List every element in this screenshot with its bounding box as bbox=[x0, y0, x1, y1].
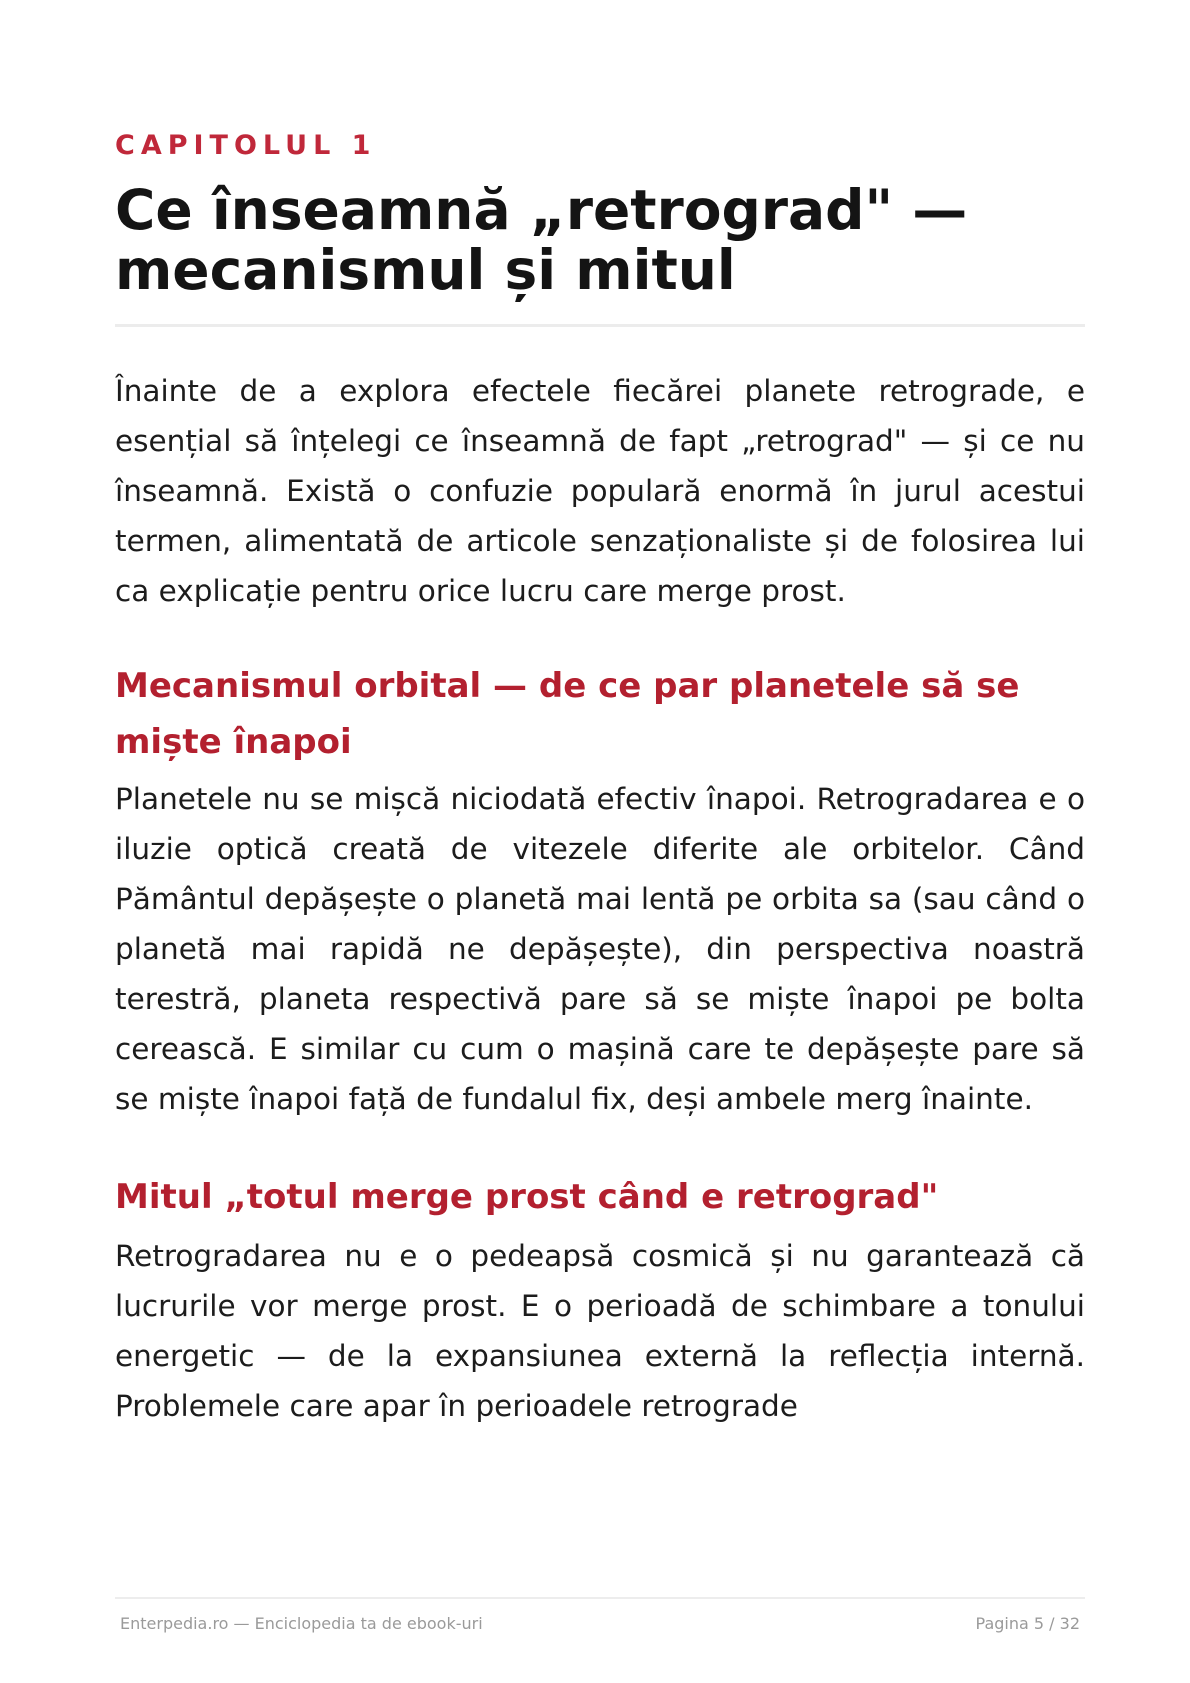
section-heading-orbital-mechanism: Mecanismul orbital — de ce par planetele să se miște înapoi bbox=[115, 666, 1020, 762]
title-divider bbox=[115, 324, 1085, 327]
section-paragraph-myth: Retrogradarea nu e o pedeapsă cosmică și nu garantează că lucrurile vor merge prost. E o perioadă de schimbare a tonului energetic — de la expansiunea externă la reflecția internă. Problemele care apar în perioadele retrograde bbox=[115, 1239, 1085, 1423]
section-heading-myth: Mitul „totul merge prost când e retrograd" bbox=[115, 1177, 939, 1217]
footer-page-number: Pagina 5 / 32 bbox=[975, 1614, 1080, 1633]
document-page bbox=[115, 0, 1085, 1683]
chapter-content bbox=[115, 366, 1085, 1431]
chapter-label: CAPITOLUL 1 bbox=[115, 130, 377, 161]
footer-site-name: Enterpedia.ro — Enciclopedia ta de ebook-uri bbox=[120, 1614, 483, 1633]
chapter-title: Ce înseamnă „retrograd" — mecanismul și mitul bbox=[115, 178, 968, 302]
footer-divider bbox=[115, 1597, 1085, 1599]
section-paragraph-orbital-mechanism: Planetele nu se mișcă niciodată efectiv înapoi. Retrogradarea e o iluzie optică creată de vitezele diferite ale orbitelor. Când Pământul depășește o planetă mai lentă pe orbita sa (sau când o planetă mai rapidă ne depășește), din perspectiva noastră terestră, planeta respectivă pare să se miște înapoi pe bolta cerească. E similar cu cum o mașină care te depășește pare să se miște înapoi față de fundalul fix, deși ambele merg înainte. bbox=[115, 782, 1085, 1116]
intro-paragraph: Înainte de a explora efectele fiecărei planete retrograde, e esențial să înțelegi ce înseamnă de fapt „retrograd" — și ce nu înseamnă. Există o confuzie populară enormă în jurul acestui termen, alimentată de articole senzaționaliste și de folosirea lui ca explicație pentru orice lucru care merge prost. bbox=[115, 374, 1085, 608]
